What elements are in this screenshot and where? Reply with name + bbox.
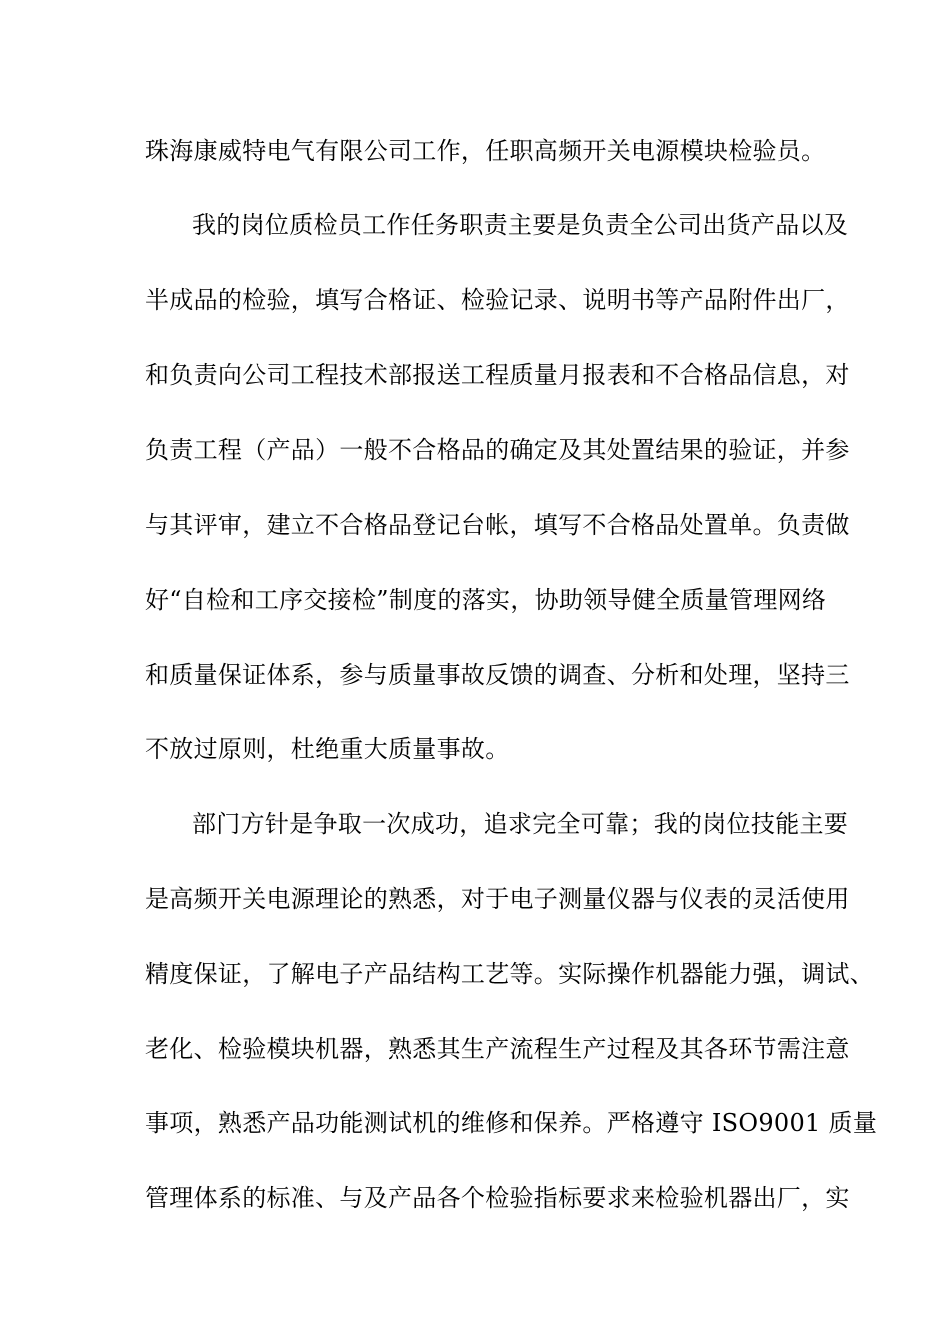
text-line-1: 珠海康威特电气有限公司工作，任职高频开关电源模块检验员。 <box>145 137 826 165</box>
paragraph-2-line-5: 与其评审，建立不合格品登记台帐，填写不合格品处置单。负责做 <box>145 511 850 539</box>
paragraph-2-line-8: 不放过原则，杜绝重大质量事故。 <box>145 735 510 763</box>
paragraph-3-line-3: 精度保证，了解电子产品结构工艺等。实际操作机器能力强，调试、 <box>145 960 874 988</box>
paragraph-3-line-4: 老化、检验模块机器，熟悉其生产流程生产过程及其各环节需注意 <box>145 1035 850 1063</box>
paragraph-2-line-7: 和质量保证体系，参与质量事故反馈的调查、分析和处理，坚持三 <box>145 661 850 689</box>
paragraph-2-line-2: 半成品的检验，填写合格证、检验记录、说明书等产品附件出厂， <box>145 286 850 314</box>
paragraph-2-line-4: 负责工程（产品）一般不合格品的确定及其处置结果的验证，并参 <box>145 436 850 464</box>
paragraph-2-line-6: 好“自检和工序交接检”制度的落实，协助领导健全质量管理网络 <box>145 586 827 614</box>
paragraph-3-line-6: 管理体系的标准、与及产品各个检验指标要求来检验机器出厂，实 <box>145 1184 850 1212</box>
paragraph-2-line-1: 我的岗位质检员工作任务职责主要是负责全公司出货产品以及 <box>192 211 849 239</box>
paragraph-3-line-1: 部门方针是争取一次成功，追求完全可靠；我的岗位技能主要 <box>192 810 849 838</box>
paragraph-3-line-2: 是高频开关电源理论的熟悉，对于电子测量仪器与仪表的灵活使用 <box>145 885 850 913</box>
paragraph-3-line-5: 事项，熟悉产品功能测试机的维修和保养。严格遵守 ISO9001 质量 <box>145 1109 878 1137</box>
paragraph-2-line-3: 和负责向公司工程技术部报送工程质量月报表和不合格品信息，对 <box>145 361 850 389</box>
